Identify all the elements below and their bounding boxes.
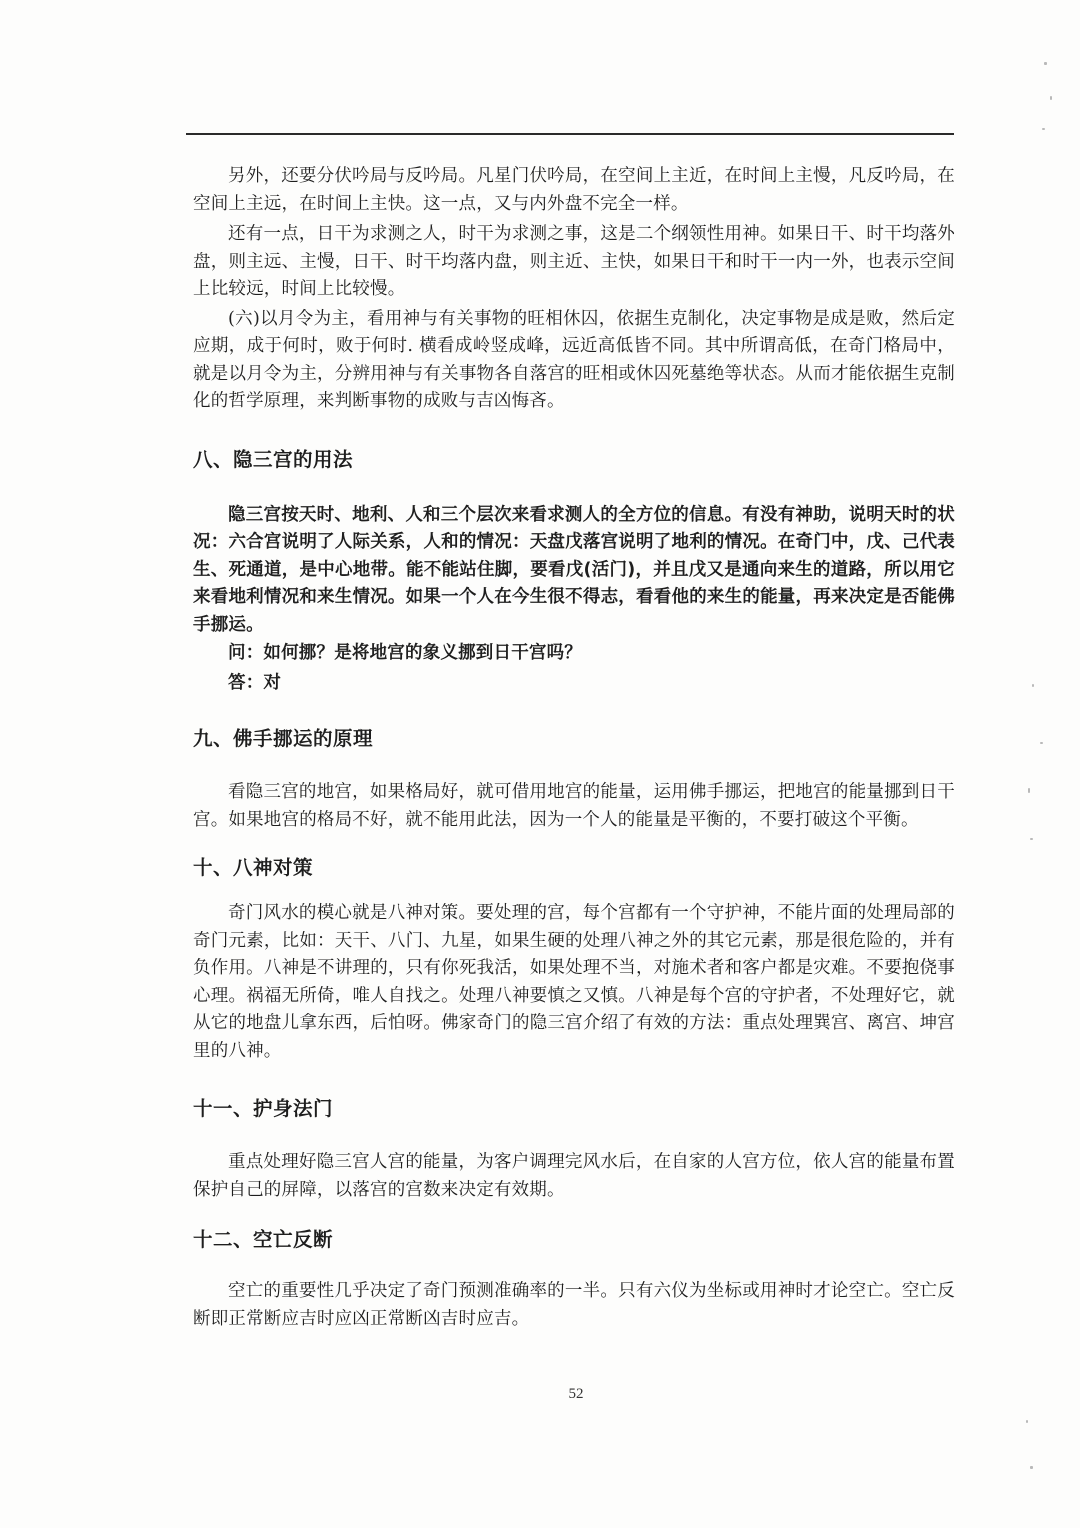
scan-speck — [1042, 128, 1045, 130]
section-paragraph: 看隐三宫的地宫，如果格局好，就可借用地宫的能量，运用佛手挪运，把地宫的能量挪到日干宫。如果地宫的格局不好，就不能用此法，因为一个人的能量是平衡的，不要打破这个平衡。 — [193, 782, 955, 830]
page-content — [193, 163, 955, 1333]
section-paragraph: 重点处理好隐三宫人宫的能量，为客户调理完风水后，在自家的人宫方位，依人宫的能量布置保护自己的屏障，以落宫的宫数来决定有效期。 — [193, 1152, 955, 1200]
section-heading: 九、佛手挪运的原理 — [193, 727, 374, 750]
section-yin-san-gong — [193, 446, 955, 698]
section-heading: 十、八神对策 — [193, 856, 314, 879]
intro-paragraph-3: (六)以月令为主，看用神与有关事物的旺相休囚，依据生克制化，决定事物是成是败，然后定应期，成于何时，败于何时. 横看成岭竖成峰，远近高低皆不同。其中所谓高低，在奇门格局中，就是以月令为主，分辨用神与有关事物各自落宫的旺相或休囚死墓绝等状态。从而才能依据生克制化的哲学原理，来判断事物的成败与吉凶悔吝。 — [193, 308, 955, 411]
scan-speck — [1032, 684, 1034, 687]
section-paragraph: 隐三宫按天时、地利、人和三个层次来看求测人的全方位的信息。有没有神助，说明天时的状况：六合宫说明了人际关系，人和的情况：天盘戊落宫说明了地利的情况。在奇门中，戊、己代表生、死通道，是中心地带。能不能站住脚，要看戊(活门)，并且戊又是通向来生的道路，所以用它来看地利情况和来生情况。如果一个人在今生很不得志，看看他的来生的能量，再来决定是否能佛手挪运。 — [193, 504, 955, 635]
intro-paragraph-2: 还有一点，日干为求测之人，时干为求测之事，这是二个纲领性用神。如果日干、时干均落外盘，则主远、主慢，日干、时干均落内盘，则主近、主快，如果日干和时干一内一外，也表示空间上比较远，时间上比较慢。 — [193, 224, 955, 299]
scan-speck — [1050, 96, 1052, 100]
intro-paragraph-1: 另外，还要分伏吟局与反吟局。凡星门伏吟局，在空间上主近，在时间上主慢，凡反吟局，在空间上主远，在时间上主快。这一点，又与内外盘不完全一样。 — [193, 166, 955, 214]
section-hu-shen-fa-men — [193, 1095, 955, 1204]
scan-speck — [1040, 742, 1043, 744]
section-heading: 八、隐三宫的用法 — [193, 447, 354, 471]
scan-speck — [1026, 1420, 1028, 1423]
section-kong-wang-fan-duan — [193, 1226, 955, 1333]
section-paragraph: 空亡的重要性几乎决定了奇门预测准确率的一半。只有六仪为坐标或用神时才论空亡。空亡反断即正常断应吉时应凶正常断凶吉时应吉。 — [193, 1281, 955, 1329]
scan-speck — [1030, 1466, 1033, 1469]
scan-speck — [1030, 838, 1033, 840]
section-heading: 十一、护身法门 — [193, 1097, 334, 1120]
question-line: 问：如何挪？是将地宫的象义挪到日干宫吗？ — [228, 643, 582, 663]
section-fo-shou-nuo-yun — [193, 725, 955, 834]
section-paragraph: 奇门风水的模心就是八神对策。要处理的宫，每个宫都有一个守护神，不能片面的处理局部的奇门元素，比如：天干、八门、九星，如果生硬的处理八神之外的其它元素，那是很危险的，并有负作用。八神是不讲理的，只有你死我活，如果处理不当，对施术者和客户都是灾难。不要抱侥事心理。祸福无所倚，唯人自找之。处理八神要慎之又慎。八神是每个宫的守护者，不处理好它，就从它的地盘儿拿东西，后怕呀。佛家奇门的隐三宫介绍了有效的方法：重点处理巽宫、离宫、坤宫里的八神。 — [193, 903, 955, 1061]
scan-speck — [1044, 62, 1047, 65]
answer-line: 答：对 — [228, 672, 282, 693]
section-ba-shen-dui-ce — [193, 854, 955, 1065]
header-rule — [186, 133, 954, 135]
section-heading: 十二、空亡反断 — [193, 1228, 334, 1251]
page-number: 52 — [568, 1386, 584, 1402]
scan-speck — [1028, 788, 1030, 793]
